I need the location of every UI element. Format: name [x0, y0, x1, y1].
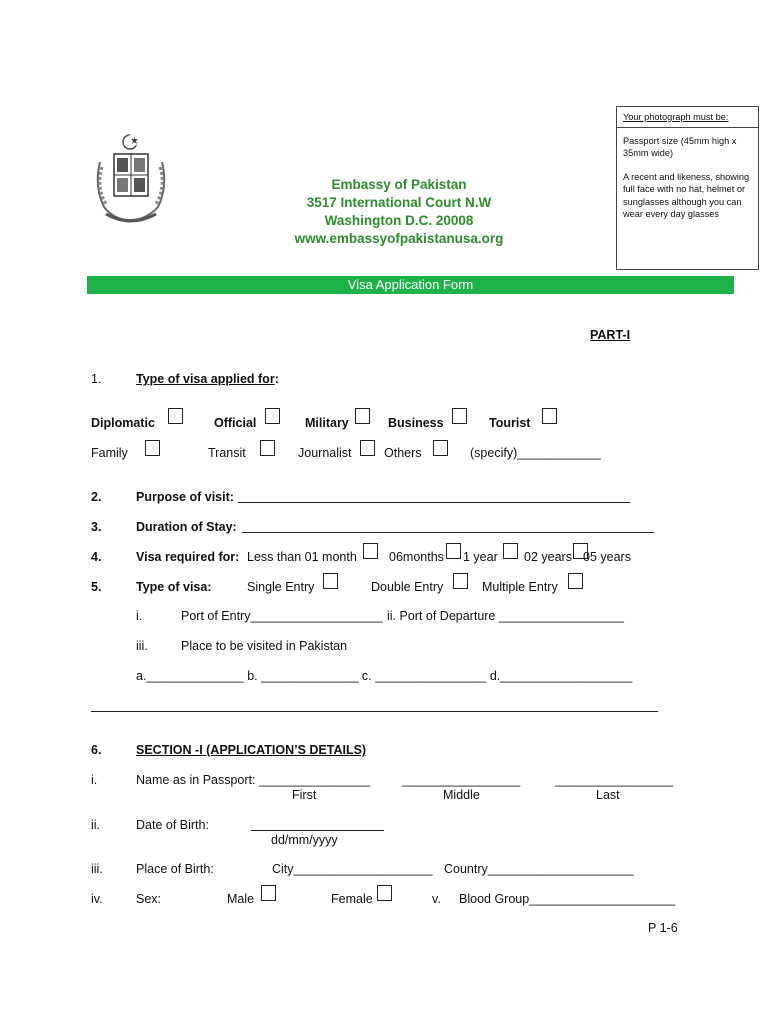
port-of-entry-field[interactable]: Port of Entry___________________: [181, 609, 383, 623]
q5-i-number: i.: [136, 609, 143, 623]
dob-format-hint: dd/mm/yyyy: [271, 833, 338, 847]
visa-type-transit-checkbox[interactable]: [260, 440, 275, 456]
port-of-departure-field[interactable]: ii. Port of Departure __________________: [387, 609, 624, 623]
embassy-name: Embassy of Pakistan: [331, 177, 467, 192]
separator-line: [91, 711, 658, 712]
pob-label: Place of Birth:: [136, 862, 214, 876]
sex-female-label: Female: [331, 892, 373, 906]
duration-2-years-label: 02 years: [524, 550, 572, 564]
blood-group-field[interactable]: Blood Group_____________________: [459, 892, 676, 906]
embassy-header: [240, 176, 558, 248]
name-middle-field[interactable]: _________________: [402, 773, 521, 787]
duration-1-year-label: 1 year: [463, 550, 498, 564]
visa-type-tourist-label: Tourist: [489, 416, 531, 430]
photo-box-likeness-text: A recent and likeness, showing full face with no hat, helmet or sunglasses although you can wear every day glasses: [623, 171, 750, 219]
sex-male-label: Male: [227, 892, 255, 906]
pob-city-field[interactable]: City____________________: [272, 862, 433, 876]
entry-single-label: Single Entry: [247, 580, 315, 594]
pakistan-emblem: [92, 132, 170, 228]
purpose-of-visit-field[interactable]: [238, 502, 630, 503]
visa-type-family-checkbox[interactable]: [145, 440, 160, 456]
sex-female-checkbox[interactable]: [377, 885, 392, 901]
visa-type-tourist-checkbox[interactable]: [542, 408, 557, 424]
q5-iii-number: iii.: [136, 639, 148, 653]
duration-5-years-label: 05 years: [583, 550, 631, 564]
visa-type-journalist-checkbox[interactable]: [360, 440, 375, 456]
q1-number: 1.: [91, 372, 102, 386]
q1-colon: :: [274, 372, 279, 386]
q5-label: Type of visa:: [136, 580, 212, 594]
visa-type-business-checkbox[interactable]: [452, 408, 467, 424]
dob-label: Date of Birth:: [136, 818, 209, 832]
q6-i-number: i.: [91, 773, 98, 787]
visa-type-others-checkbox[interactable]: [433, 440, 448, 456]
name-last-field[interactable]: _________________: [555, 773, 674, 787]
embassy-website: www.embassyofpakistanusa.org: [294, 231, 504, 246]
duration-less-than-1-month-checkbox[interactable]: [363, 543, 378, 559]
visa-type-business-label: Business: [388, 416, 444, 430]
entry-multiple-checkbox[interactable]: [568, 573, 583, 589]
q6-v-number: v.: [432, 892, 441, 906]
visa-type-official-label: Official: [214, 416, 257, 430]
duration-6-months-checkbox[interactable]: [446, 543, 461, 559]
sex-label: Sex:: [136, 892, 162, 906]
visa-type-official-checkbox[interactable]: [265, 408, 280, 424]
photo-box-title: Your photograph must be:: [617, 111, 758, 128]
dob-field[interactable]: [251, 830, 384, 831]
entry-single-checkbox[interactable]: [323, 573, 338, 589]
visa-type-military-label: Military: [305, 416, 349, 430]
q3-label: Duration of Stay:: [136, 520, 237, 534]
section-1-title: SECTION -I (APPLICATION’S DETAILS): [136, 743, 367, 757]
q6-number: 6.: [91, 743, 102, 757]
q3-number: 3.: [91, 520, 102, 534]
embassy-address-line2: Washington D.C. 20008: [324, 213, 474, 228]
photograph-box: [616, 106, 759, 270]
page-number: P 1-6: [648, 921, 678, 935]
entry-multiple-label: Multiple Entry: [482, 580, 558, 594]
visa-type-diplomatic-label: Diplomatic: [91, 416, 155, 430]
q2-number: 2.: [91, 490, 102, 504]
visa-type-transit-label: Transit: [208, 446, 246, 460]
name-first-field[interactable]: Name as in Passport: ________________: [136, 773, 371, 787]
entry-double-label: Double Entry: [371, 580, 444, 594]
q1-label: Type of visa applied for: [136, 372, 275, 386]
visa-type-military-checkbox[interactable]: [355, 408, 370, 424]
places-to-visit-label: Place to be visited in Pakistan: [181, 639, 348, 653]
duration-of-stay-field[interactable]: [242, 532, 654, 533]
visa-type-others-label: Others: [384, 446, 422, 460]
q1-heading: [136, 372, 279, 386]
visa-type-specify-field[interactable]: (specify)____________: [470, 446, 601, 460]
q4-number: 4.: [91, 550, 102, 564]
q5-number: 5.: [91, 580, 102, 594]
places-to-visit-fields[interactable]: a.______________ b. ______________ c. ________________ d.___________________: [136, 669, 633, 683]
duration-6-months-label: 06months: [389, 550, 444, 564]
name-middle-caption: Middle: [443, 788, 480, 802]
q4-label: Visa required for:: [136, 550, 240, 564]
embassy-address-line1: 3517 International Court N.W: [306, 195, 492, 210]
visa-type-family-label: Family: [91, 446, 128, 460]
form-title-banner: Visa Application Form: [87, 276, 734, 294]
part-label: PART-I: [590, 328, 631, 342]
entry-double-checkbox[interactable]: [453, 573, 468, 589]
duration-1-year-checkbox[interactable]: [503, 543, 518, 559]
q6-ii-number: ii.: [91, 818, 101, 832]
q6-iv-number: iv.: [91, 892, 103, 906]
q6-iii-number: iii.: [91, 862, 103, 876]
q2-label: Purpose of visit:: [136, 490, 234, 504]
name-first-caption: First: [292, 788, 317, 802]
visa-type-diplomatic-checkbox[interactable]: [168, 408, 183, 424]
sex-male-checkbox[interactable]: [261, 885, 276, 901]
visa-type-journalist-label: Journalist: [298, 446, 352, 460]
photo-box-size-text: Passport size (45mm high x 35mm wide): [623, 135, 737, 158]
duration-less-than-1-month-label: Less than 01 month: [247, 550, 357, 564]
pob-country-field[interactable]: Country_____________________: [444, 862, 634, 876]
name-last-caption: Last: [596, 788, 620, 802]
